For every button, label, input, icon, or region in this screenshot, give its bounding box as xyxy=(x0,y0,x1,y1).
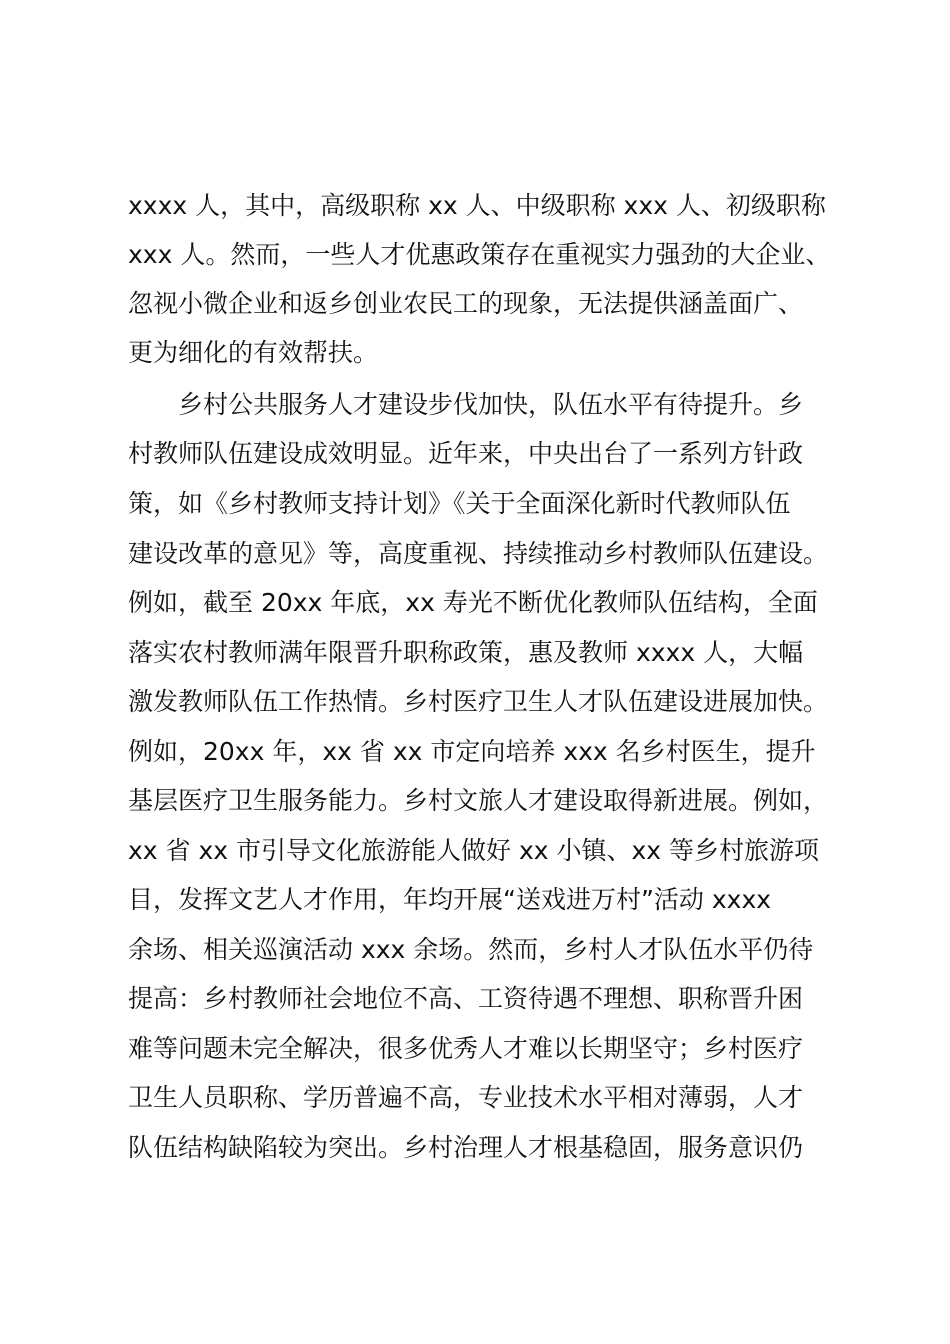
text-line: 例如，截至 20xx 年底，xx 寿光不断优化教师队伍结构，全面 xyxy=(128,588,818,617)
text-line: 激发教师队伍工作热情。乡村医疗卫生人才队伍建设进展加快。 xyxy=(128,687,829,716)
text-line: 目，发挥文艺人才作用，年均开展“送戏进万村”活动 xxxx xyxy=(128,885,772,914)
text-line: 例如，20xx 年，xx 省 xx 市定向培养 xxx 名乡村医生，提升 xyxy=(128,737,816,766)
text-line: 村教师队伍建设成效明显。近年来，中央出台了一系列方针政 xyxy=(128,439,804,468)
text-line: 落实农村教师满年限晋升职称政策，惠及教师 xxxx 人，大幅 xyxy=(128,638,804,667)
text-line: 余场、相关巡演活动 xxx 余场。然而，乡村人才队伍水平仍待 xyxy=(128,935,814,964)
text-line: 基层医疗卫生服务能力。乡村文旅人才建设取得新进展。例如， xyxy=(128,786,829,815)
text-line: 提高：乡村教师社会地位不高、工资待遇不理想、职称晋升困 xyxy=(128,984,804,1013)
text-line: xxxx 人，其中，高级职称 xx 人、中级职称 xxx 人、初级职称 xyxy=(128,191,826,220)
text-line: xx 省 xx 市引导文化旅游能人做好 xx 小镇、xx 等乡村旅游项 xyxy=(128,836,820,865)
text-line: 建设改革的意见》等，高度重视、持续推动乡村教师队伍建设。 xyxy=(128,539,829,568)
text-line: 难等问题未完全解决，很多优秀人才难以长期坚守；乡村医疗 xyxy=(128,1034,804,1063)
text-line: 队伍结构缺陷较为突出。乡村治理人才根基稳固，服务意识仍 xyxy=(128,1133,804,1162)
paragraph-first-line: 乡村公共服务人才建设步伐加快，队伍水平有待提升。乡 xyxy=(178,390,804,419)
text-line: 更为细化的有效帮扶。 xyxy=(128,338,379,367)
text-line: 策，如《乡村教师支持计划》《关于全面深化新时代教师队伍 xyxy=(128,489,791,518)
text-line: 卫生人员职称、学历普遍不高，专业技术水平相对薄弱，人才 xyxy=(128,1083,804,1112)
text-line: 忽视小微企业和返乡创业农民工的现象，无法提供涵盖面广、 xyxy=(128,289,804,318)
text-line: xxx 人。然而，一些人才优惠政策存在重视实力强劲的大企业、 xyxy=(128,240,831,269)
